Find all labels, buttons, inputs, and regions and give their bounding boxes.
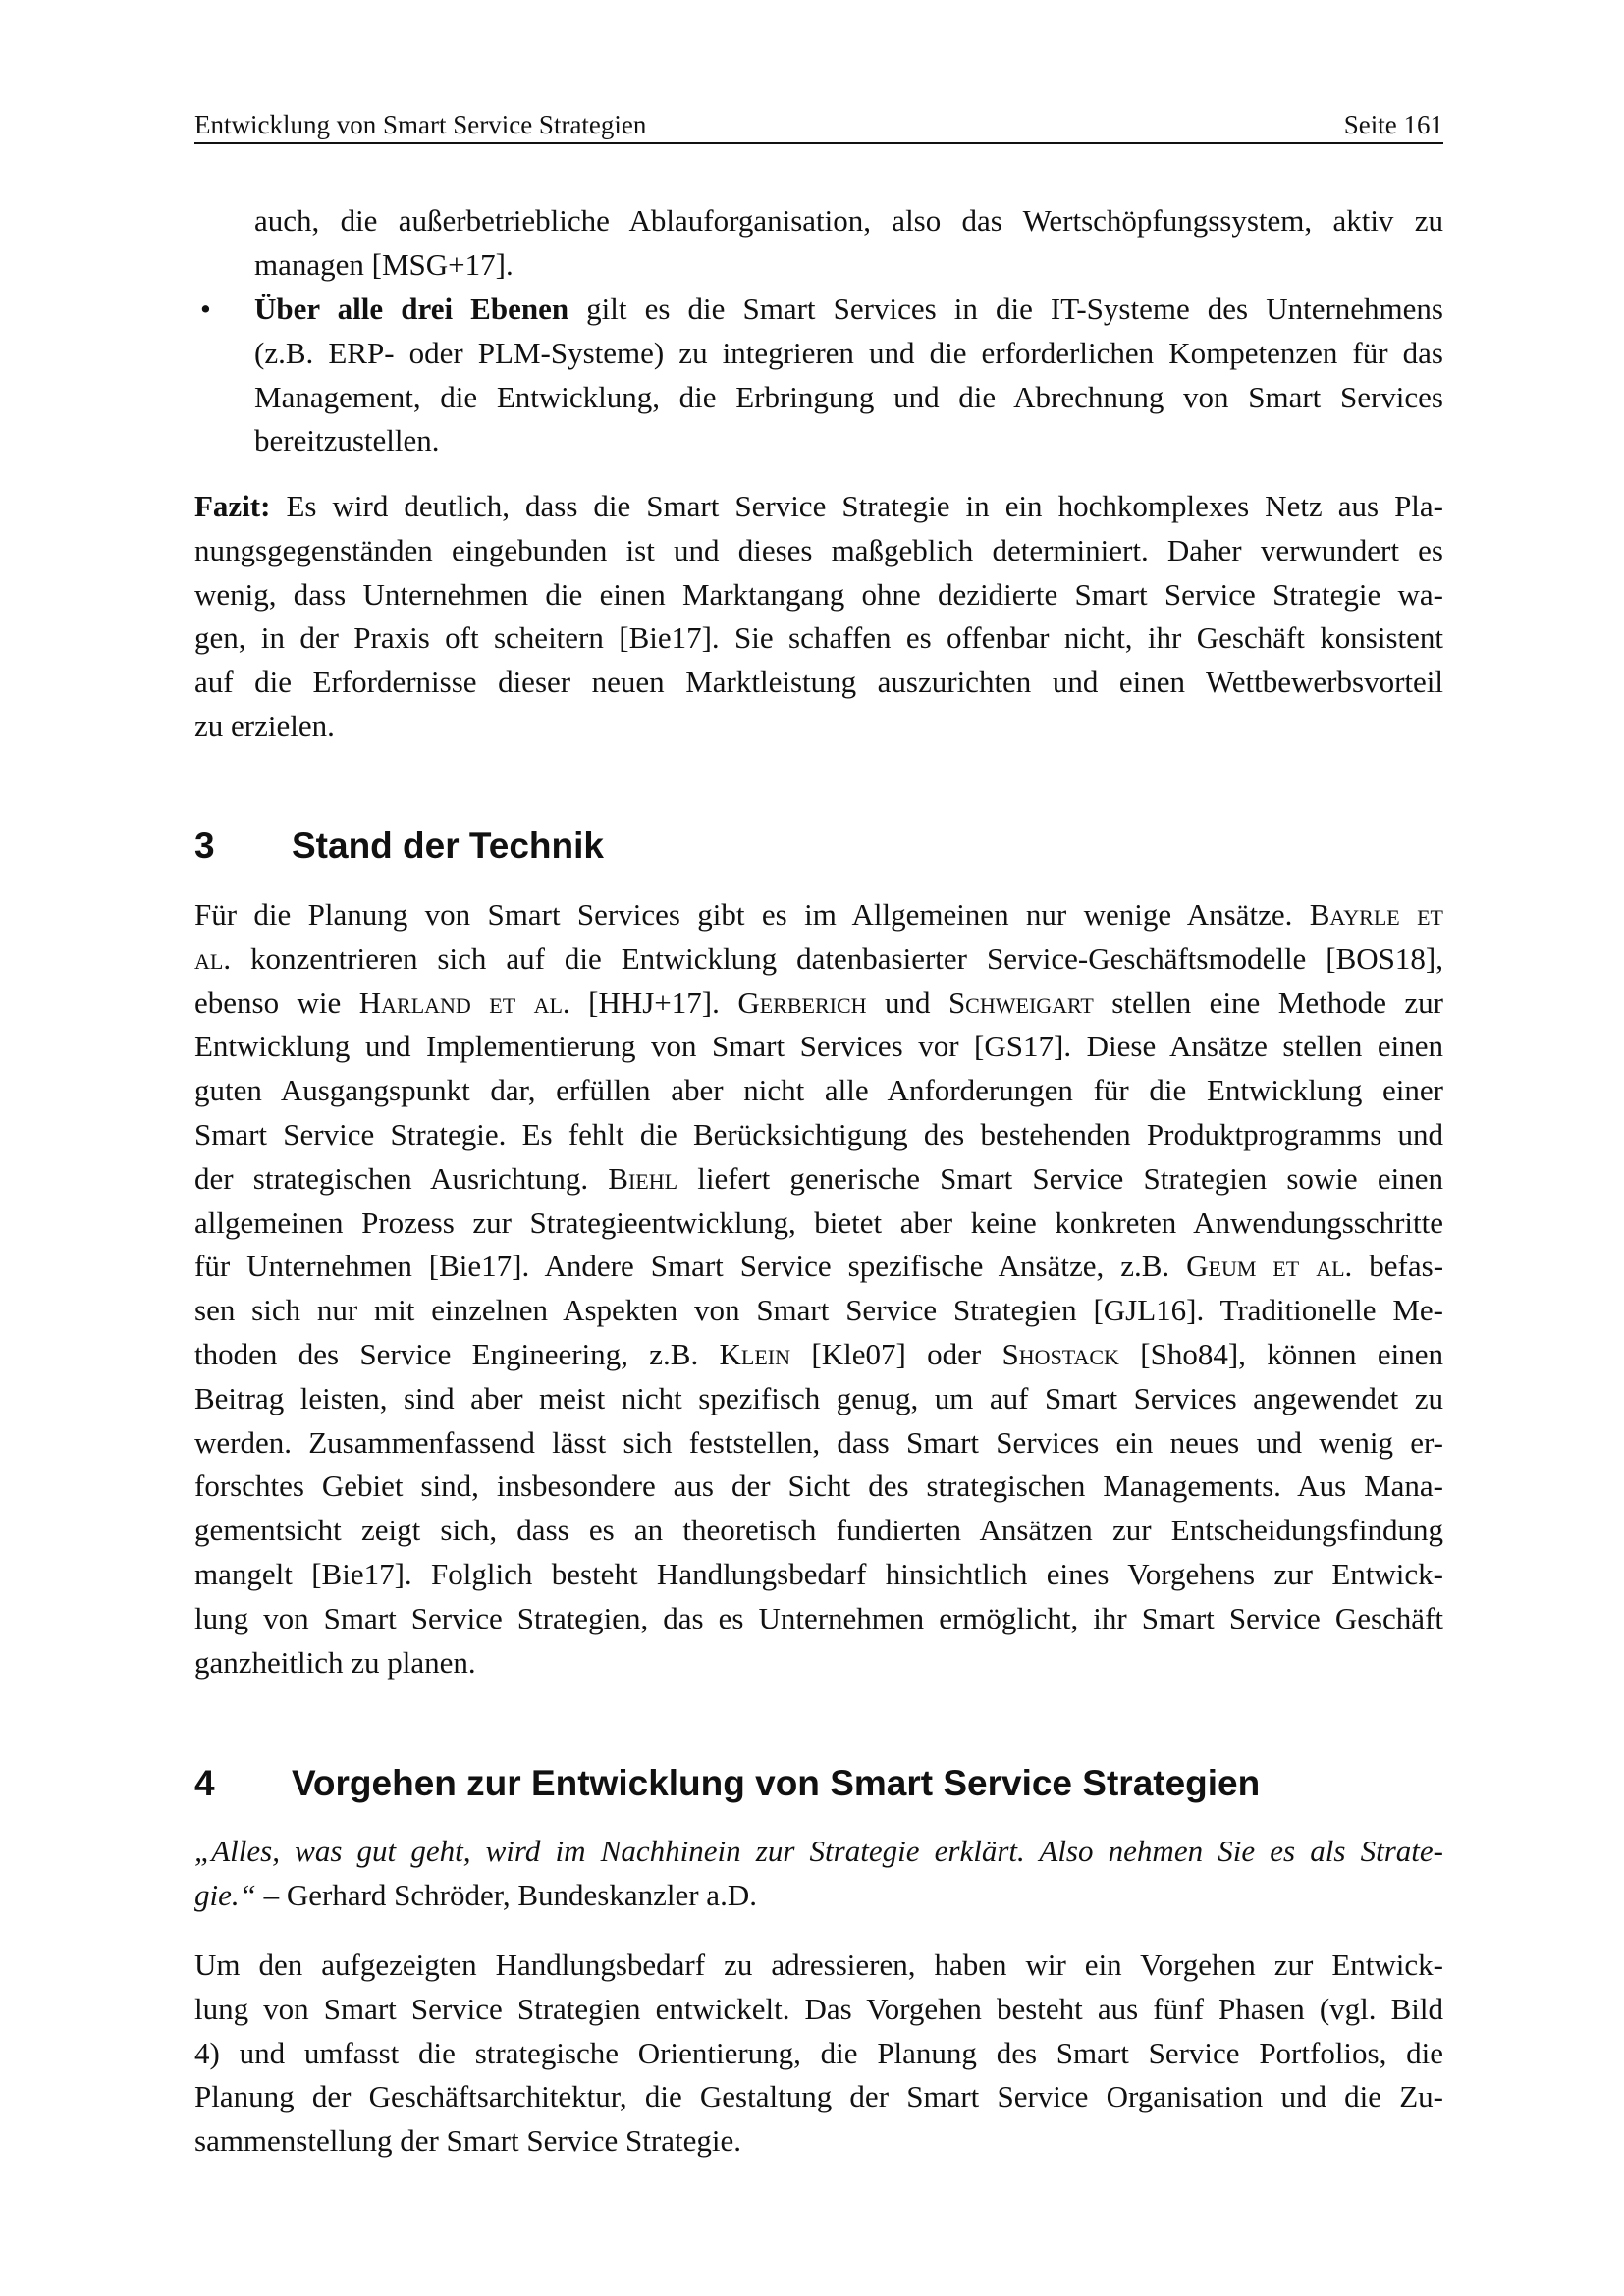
section-title: Stand der Technik bbox=[292, 826, 604, 866]
text-run: Management, die Entwicklung, die Erbringung und die Abrechnung von Smart Services bbox=[254, 379, 1443, 414]
text-run: zu erzielen. bbox=[194, 708, 335, 743]
text-line bbox=[194, 2032, 1443, 2076]
text-run: Planung der Geschäftsarchitektur, die Gestaltung der Smart Service Organisation und die Zu- bbox=[194, 2079, 1443, 2114]
text-line bbox=[194, 1157, 1443, 1201]
text-line bbox=[194, 705, 1443, 749]
text-run: Es wird deutlich, dass die Smart Service Strategie in ein hochkomplexes Netz aus Pla- bbox=[270, 489, 1443, 523]
text-line bbox=[194, 893, 1443, 937]
text-run: konzentrieren sich auf die Entwicklung datenbasierter Service-Geschäftsmodelle [BOS18], bbox=[231, 940, 1443, 976]
text-run: [Kle07] oder bbox=[790, 1336, 1002, 1371]
text-line bbox=[194, 982, 1443, 1026]
header-title: Entwicklung von Smart Service Strategien bbox=[194, 110, 647, 139]
text-run: Für die Planung von Smart Services gibt es im Allgemeinen nur wenige Ansätze. bbox=[194, 897, 1310, 932]
small-caps-name: Shostack bbox=[1001, 1336, 1119, 1371]
text-run: bereitzustellen. bbox=[254, 423, 440, 458]
bullet-continuation bbox=[254, 199, 1443, 288]
quote bbox=[194, 1830, 1443, 1918]
small-caps-name: Geum et al. bbox=[1186, 1249, 1353, 1284]
text-line bbox=[194, 937, 1443, 982]
text-line bbox=[194, 661, 1443, 705]
text-line bbox=[194, 1069, 1443, 1113]
small-caps-name: Biehl bbox=[608, 1160, 678, 1196]
text-run: Um den aufgezeigten Handlungsbedarf zu adressieren, haben wir ein Vorgehen zur Entwick- bbox=[194, 1948, 1443, 1982]
text-run: auf die Erfordernisse dieser neuen Marktleistung auszurichten und einen Wettbewerbsvorteil bbox=[194, 665, 1443, 700]
text-line bbox=[254, 288, 1443, 332]
small-caps-name: Klein bbox=[719, 1336, 791, 1371]
bold-text: Fazit: bbox=[194, 489, 271, 523]
text-run: Smart Service Strategie. Es fehlt die Berücksichtigung des bestehenden Produktprogramms und bbox=[194, 1116, 1443, 1151]
fazit-paragraph bbox=[194, 485, 1443, 749]
text-line bbox=[194, 1025, 1443, 1069]
text-line bbox=[194, 1245, 1443, 1289]
text-run: forschtes Gebiet sind, insbesondere aus der Sicht des strategischen Managements. Aus Mana- bbox=[194, 1468, 1443, 1504]
italic-text: „Alles, was gut geht, wird im Nachhinein zur Strategie erklärt. Also nehmen Sie es als Strate- bbox=[194, 1834, 1443, 1868]
text-line bbox=[254, 332, 1443, 376]
small-caps-name: Bayrle et bbox=[1309, 897, 1443, 932]
small-caps-name: Gerberich bbox=[737, 985, 867, 1020]
text-run: [Sho84], können einen bbox=[1118, 1336, 1443, 1371]
text-line bbox=[194, 1421, 1443, 1466]
text-line bbox=[194, 1988, 1443, 2032]
text-run: guten Ausgangspunkt dar, erfüllen aber nicht alle Anforderungen für die Entwicklung einer bbox=[194, 1073, 1443, 1108]
section-number: 3 bbox=[194, 826, 215, 866]
text-line bbox=[194, 1113, 1443, 1157]
text-run: mangelt [Bie17]. Folglich besteht Handlungsbedarf hinsichtlich eines Vorgehens zur Entwick- bbox=[194, 1556, 1443, 1591]
text-line bbox=[194, 2075, 1443, 2119]
text-line bbox=[254, 243, 1443, 288]
text-run: – Gerhard Schröder, Bundeskanzler a.D. bbox=[255, 1877, 757, 1912]
text-run: und bbox=[866, 985, 948, 1020]
text-line bbox=[194, 1377, 1443, 1421]
text-run: sen sich nur mit einzelnen Aspekten von Smart Service Strategien [GJL16]. Traditionelle Me- bbox=[194, 1293, 1443, 1328]
text-run: befas- bbox=[1352, 1249, 1444, 1284]
small-caps-name: Schweigart bbox=[947, 985, 1094, 1020]
text-run: wenig, dass Unternehmen die einen Marktangang ohne dezidierte Smart Service Strategie wa- bbox=[194, 576, 1443, 612]
text-run: ebenso wie bbox=[194, 985, 359, 1020]
section-3-paragraph bbox=[194, 893, 1443, 1684]
section-title: Vorgehen zur Entwicklung von Smart Service Strategien bbox=[292, 1763, 1261, 1803]
text-run: nungsgegenständen eingebunden ist und dieses maßgeblich determiniert. Daher verwundert es bbox=[194, 532, 1443, 567]
text-run: werden. Zusammenfassend lässt sich feststellen, dass Smart Services ein neues und wenig er- bbox=[194, 1424, 1443, 1460]
header-rule bbox=[194, 142, 1443, 144]
text-run: thoden des Service Engineering, z.B. bbox=[194, 1336, 720, 1371]
bullet-item bbox=[254, 288, 1443, 463]
text-run: sammenstellung der Smart Service Strategie. bbox=[194, 2123, 741, 2159]
text-run: lung von Smart Service Strategien, das es Unternehmen ermöglicht, ihr Smart Service Geschäft bbox=[194, 1600, 1443, 1635]
page-number: Seite 161 bbox=[1343, 110, 1443, 139]
text-line bbox=[194, 1509, 1443, 1553]
text-run: gilt es die Smart Services in die IT-Systeme des Unternehmens bbox=[568, 292, 1443, 326]
text-run: gen, in der Praxis oft scheitern [Bie17]. Sie schaffen es offenbar nicht, ihr Geschäft konsistent bbox=[194, 620, 1443, 656]
text-run: ganzheitlich zu planen. bbox=[194, 1644, 476, 1680]
text-line bbox=[194, 616, 1443, 661]
bold-text: Über alle drei Ebenen bbox=[254, 292, 569, 326]
text-run: der strategischen Ausrichtung. bbox=[194, 1160, 609, 1196]
section-heading-3 bbox=[194, 825, 604, 868]
text-run: Entwicklung und Implementierung von Smart Services vor [GS17]. Diese Ansätze stellen einen bbox=[194, 1029, 1443, 1064]
small-caps-name: Harland et al. bbox=[358, 985, 570, 1020]
text-line bbox=[194, 1597, 1443, 1641]
bullet-icon: • bbox=[200, 292, 211, 326]
text-run: Beitrag leisten, sind aber meist nicht spezifisch genug, um auf Smart Services angewendet zu bbox=[194, 1380, 1443, 1415]
text-run: für Unternehmen [Bie17]. Andere Smart Service spezifische Ansätze, z.B. bbox=[194, 1249, 1187, 1284]
text-line bbox=[194, 1201, 1443, 1246]
text-line bbox=[194, 1830, 1443, 1874]
text-line bbox=[194, 2119, 1443, 2163]
text-run: stellen eine Methode zur bbox=[1093, 985, 1444, 1020]
small-caps-name: al. bbox=[194, 940, 232, 976]
text-run: liefert generische Smart Service Strategien sowie einen bbox=[677, 1160, 1443, 1196]
text-line bbox=[194, 573, 1443, 617]
text-line bbox=[194, 1874, 1443, 1918]
text-line bbox=[194, 529, 1443, 573]
text-line bbox=[194, 1333, 1443, 1377]
text-line bbox=[194, 1553, 1443, 1597]
section-number: 4 bbox=[194, 1763, 215, 1803]
italic-text: gie.“ bbox=[194, 1877, 256, 1912]
text-run: auch, die außerbetriebliche Ablauforganisation, also das Wertschöpfungssystem, aktiv zu bbox=[254, 203, 1443, 238]
text-run: managen [MSG+17]. bbox=[254, 246, 514, 282]
text-line bbox=[194, 1944, 1443, 1988]
text-run: [HHJ+17]. bbox=[569, 985, 738, 1020]
section-heading-4 bbox=[194, 1762, 1260, 1805]
text-line bbox=[194, 1465, 1443, 1509]
text-line bbox=[194, 1289, 1443, 1333]
text-line bbox=[254, 419, 1443, 463]
text-line bbox=[194, 1641, 1443, 1685]
text-run: lung von Smart Service Strategien entwickelt. Das Vorgehen besteht aus fünf Phasen (vgl. Bild bbox=[194, 1991, 1443, 2026]
text-run: gementsicht zeigt sich, dass es an theoretisch fundierten Ansätzen zur Entscheidungsfindung bbox=[194, 1513, 1443, 1548]
text-line bbox=[194, 485, 1443, 529]
text-run: (z.B. ERP- oder PLM-Systeme) zu integrieren und die erforderlichen Kompetenzen für das bbox=[254, 335, 1443, 370]
text-run: 4) und umfasst die strategische Orientierung, die Planung des Smart Service Portfolios, die bbox=[194, 2035, 1443, 2070]
running-header bbox=[194, 108, 1443, 141]
text-line bbox=[254, 199, 1443, 243]
text-line bbox=[254, 376, 1443, 420]
text-run: allgemeinen Prozess zur Strategieentwicklung, bietet aber keine konkreten Anwendungsschritte bbox=[194, 1204, 1443, 1240]
section-4-paragraph bbox=[194, 1944, 1443, 2163]
